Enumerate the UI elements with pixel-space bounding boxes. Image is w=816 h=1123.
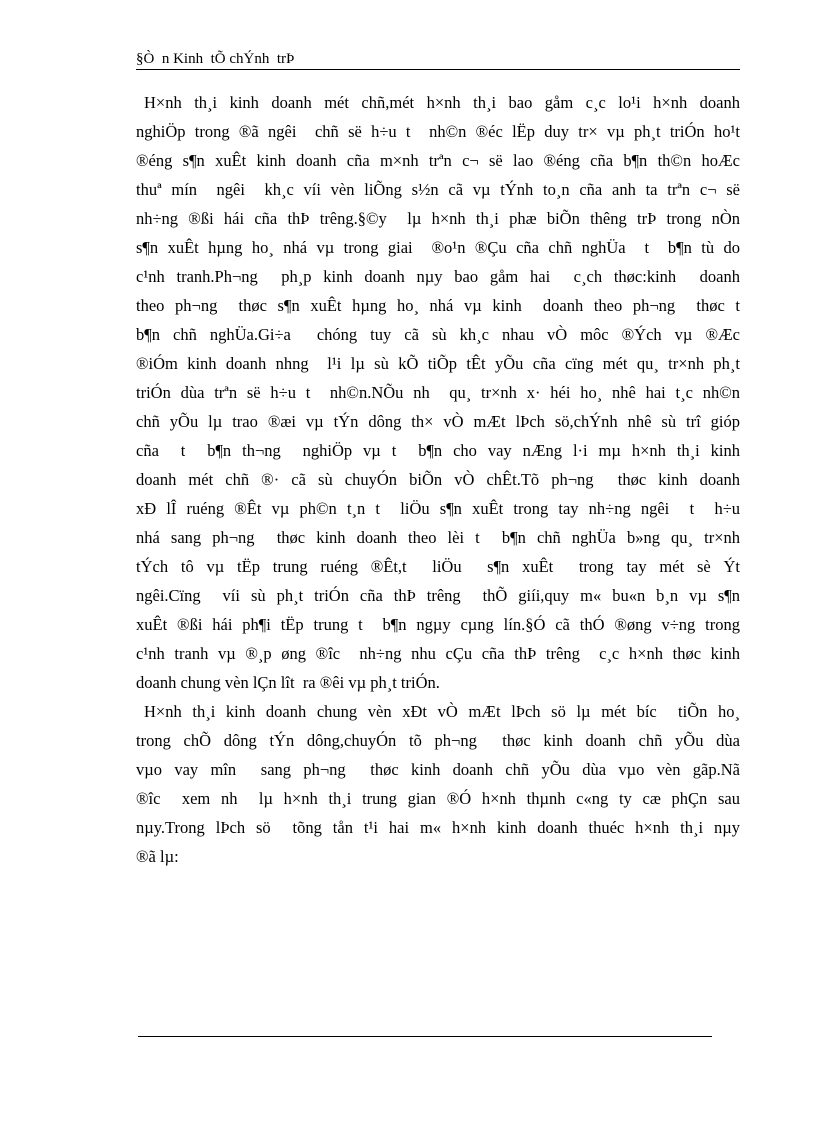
text-line: nhá sang ph¬ng thøc kinh doanh theo lèi t b¶n chñ nghÜa b»ng qu¸ tr×nh (136, 528, 740, 547)
text-line: thuª mín ngêi kh¸c víi vèn liÕng s½n cã vµ tÝnh to¸n cña anh ta trªn c¬ së (136, 180, 740, 199)
body-text (136, 88, 740, 871)
text-line: trong chÕ dông tÝn dông,chuyÓn tõ ph¬ng thøc kinh doanh chñ yÕu dùa (136, 731, 740, 750)
text-line: chñ yÕu lµ trao ®æi vµ tÝn dông th× vÒ mÆt lÞch sö,chÝnh nhê sù trî gióp (136, 412, 740, 431)
text-line: nh÷ng ®ßi hái cña thÞ trêng.§©y lµ h×nh th¸i phæ biÕn thêng trÞ trong nÒn (136, 209, 740, 228)
text-line: ngêi.Cïng víi sù ph¸t triÓn cña thÞ trêng thÕ giíi,quy m« bu«n b¸n vµ s¶n (136, 586, 740, 605)
text-line: c¹nh tranh vµ ®¸p øng ®îc nh÷ng nhu cÇu cña thÞ trêng c¸c h×nh thøc kinh (136, 644, 740, 663)
text-line: doanh mét chñ ®· cã sù chuyÓn biÕn vÒ chÊt.Tõ ph¬ng thøc kinh doanh (136, 470, 740, 489)
text-line: nghiÖp trong ®ã ngêi chñ së h÷u t nh©n ®éc lËp duy tr× vµ ph¸t triÓn ho¹t (136, 122, 740, 141)
text-line: H×nh th¸i kinh doanh mét chñ,mét h×nh th¸i bao gåm c¸c lo¹i h×nh doanh (144, 93, 740, 112)
text-line: xÐ lÎ ruéng ®Êt vµ ph©n t¸n t liÖu s¶n xuÊt trong tay nh÷ng ngêi t h÷u (136, 499, 740, 518)
running-header: §Ò n Kinh tÕ chÝnh trÞ (136, 51, 295, 67)
text-line: tÝch tô vµ tËp trung ruéng ®Êt,t liÖu s¶n xuÊt trong tay mét sè Ýt (136, 557, 740, 576)
text-line: H×nh th¸i kinh doanh chung vèn xÐt vÒ mÆt lÞch sö lµ mét bíc tiÕn ho¸ (144, 702, 740, 721)
text-line: ®îc xem nh lµ h×nh th¸i trung gian ®Ó h×nh thµnh c«ng ty cæ phÇn sau (136, 789, 740, 808)
text-line: doanh chung vèn lÇn lît ra ®êi vµ ph¸t triÓn. (136, 673, 440, 692)
text-line: vµo vay mîn sang ph¬ng thøc kinh doanh chñ yÕu dùa vµo vèn gãp.Nã (136, 760, 740, 779)
text-line: ®iÓm kinh doanh nhng l¹i lµ sù kÕ tiÕp tÊt yÕu cña cïng mét qu¸ tr×nh ph¸t (136, 354, 740, 373)
text-line: theo ph¬ng thøc s¶n xuÊt hµng ho¸ nhá vµ kinh doanh theo ph¬ng thøc t (136, 296, 740, 315)
text-line: ®éng s¶n xuÊt kinh doanh cña m×nh trªn c¬ së lao ®éng cña b¶n th©n hoÆc (136, 151, 740, 170)
text-line: ®ã lµ: (136, 847, 179, 866)
text-line: s¶n xuÊt hµng ho¸ nhá vµ trong giai ®o¹n ®Çu cña chñ nghÜa t b¶n tù do (136, 238, 740, 257)
text-line: xuÊt ®ßi hái ph¶i tËp trung t b¶n ngµy cµng lín.§Ó cã thÓ ®øng v÷ng trong (136, 615, 740, 634)
text-line: nµy.Trong lÞch sö tõng tån t¹i hai m« h×nh kinh doanh thuéc h×nh th¸i nµy (136, 818, 740, 837)
text-line: c¹nh tranh.Ph¬ng ph¸p kinh doanh nµy bao gåm hai c¸ch thøc:kinh doanh (136, 267, 740, 286)
text-line: triÓn dùa trªn së h÷u t nh©n.NÕu nh qu¸ tr×nh x· héi ho¸ nhê hai t¸c nh©n (136, 383, 740, 402)
text-line: cña t b¶n th¬ng nghiÖp vµ t b¶n cho vay nÆng l·i mµ h×nh th¸i kinh (136, 441, 740, 460)
text-line: b¶n chñ nghÜa.Gi÷a chóng tuy cã sù kh¸c nhau vÒ môc ®Ých vµ ®Æc (136, 325, 740, 344)
footer-rule (138, 1036, 712, 1037)
header-rule (136, 69, 740, 70)
